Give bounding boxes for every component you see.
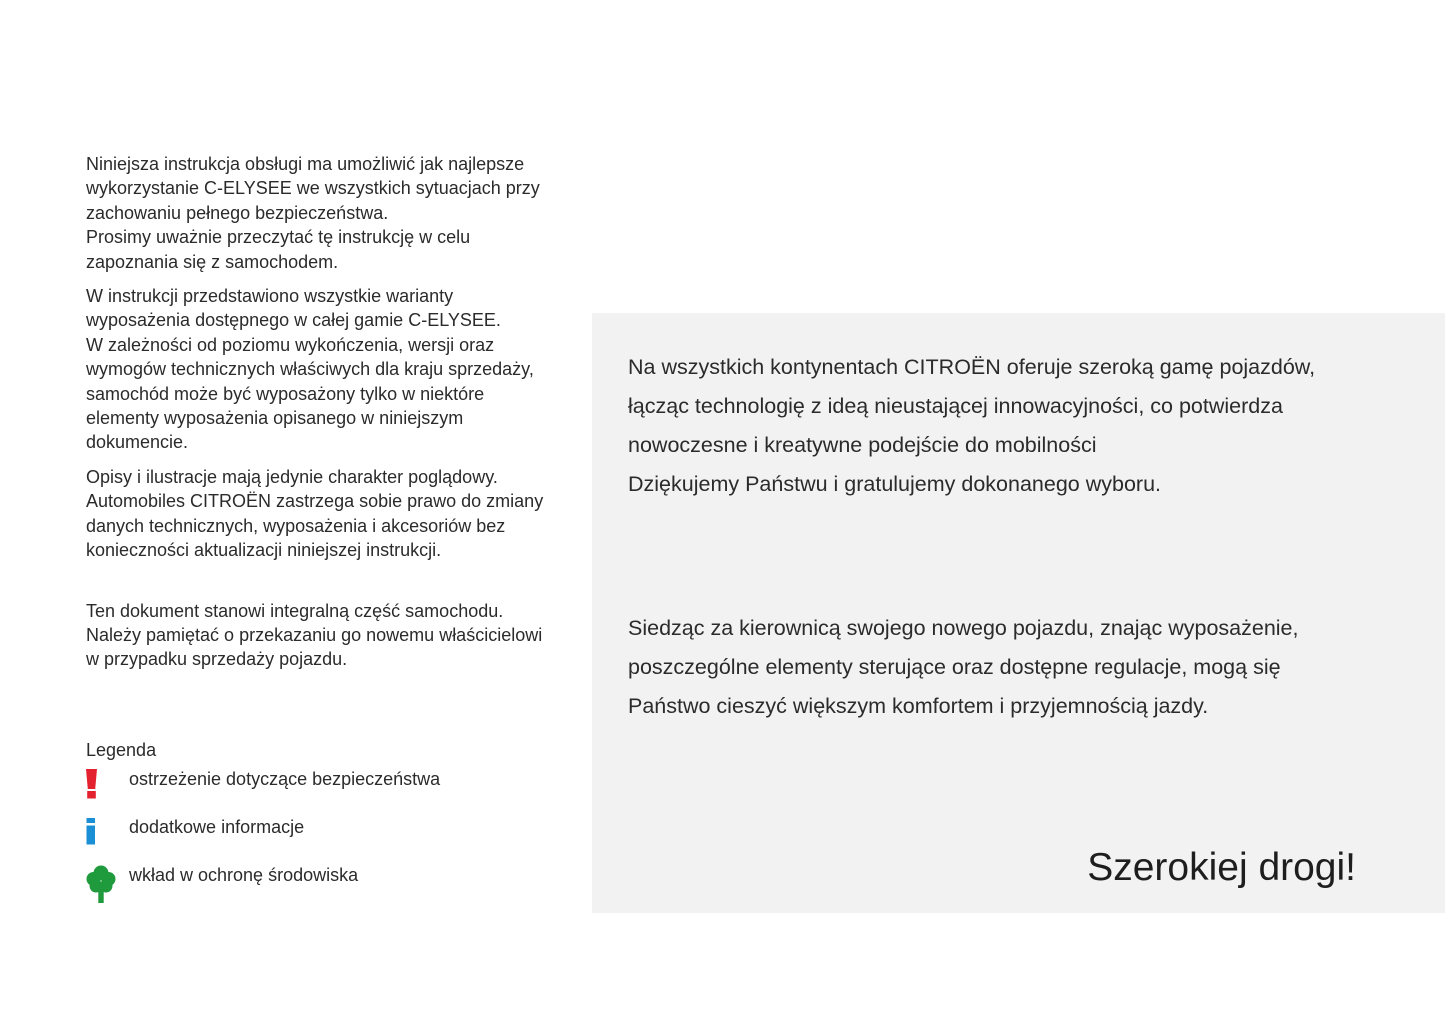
intro-paragraph-equipment: W instrukcji przedstawiono wszystkie warianty wyposażenia dostępnego w całej gamie C-ELYSEE. W zależności od poziomu wykończenia, wersji oraz wymogów technicznych właściwych dla kraju sprzedaży, samochód może być wyposażony tylko w niektóre elementy wyposażenia opisanego w niniejszym dokumencie.: [86, 286, 534, 453]
closing-greeting: Szerokiej drogi!: [1087, 846, 1356, 889]
legend-item-environment: [86, 863, 506, 903]
legend-item-warning: [86, 767, 506, 807]
legend-label-environment: wkład w ochronę środowiska: [129, 865, 359, 885]
tree-icon: [86, 863, 118, 903]
legend-label-info: dodatkowe informacje: [129, 817, 305, 837]
intro-column: [86, 152, 576, 672]
legend-title: Legenda: [86, 740, 157, 760]
info-icon: [86, 815, 118, 855]
welcome-body-text: Siedząc za kierownicą swojego nowego pojazdu, znając wyposażenie, poszczególne elementy sterujące oraz dostępne regulacje, mogą się Państwo cieszyć większym komfortem i przyjemnością jazdy.: [628, 616, 1299, 718]
exclamation-icon: [86, 767, 118, 807]
legend-item-info: [86, 815, 506, 855]
welcome-panel: [592, 313, 1445, 913]
intro-paragraph-disclaimer: Opisy i ilustracje mają jedynie charakter poglądowy. Automobiles CITROËN zastrzega sobie prawo do zmiany danych technicznych, wyposażenia i akcesoriów bez konieczności aktualizacji niniejszej instrukcji.: [86, 466, 544, 561]
intro-paragraph-purpose: Niniejsza instrukcja obsługi ma umożliwić jak najlepsze wykorzystanie C-ELYSEE we wszystkich sytuacjach przy zachowaniu pełnego bezpieczeństwa. Prosimy uważnie przeczytać tę instrukcję w celu zapoznania się z samochodem.: [86, 154, 540, 272]
intro-paragraph-ownership: Ten dokument stanowi integralną część samochodu. Należy pamiętać o przekazaniu go nowemu właścicielowi w przypadku sprzedaży pojazdu.: [86, 600, 543, 670]
legend-label-warning: ostrzeżenie dotyczące bezpieczeństwa: [129, 769, 441, 789]
welcome-intro-text: Na wszystkich kontynentach CITROËN oferuje szeroką gamę pojazdów, łącząc technologię z ideą nieustającej innowacyjności, co potwierdza nowoczesne i kreatywne podejście do mobilności Dziękujemy Państwu i gratulujemy dokonanego wyboru.: [628, 355, 1316, 496]
